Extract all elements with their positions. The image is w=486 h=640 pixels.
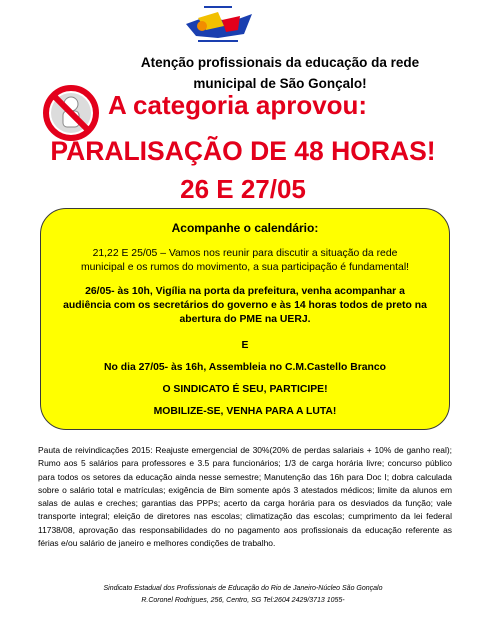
top-heading-line1: Atenção profissionais da educação da rede [140, 55, 420, 70]
calendar-connector: E [241, 340, 249, 351]
calendar-item-meetings-l1: 21,22 E 25/05 – Vamos nos reunir para discutir a situação da rede [92, 248, 398, 259]
top-heading [110, 52, 450, 94]
calendar-slogan-participate: O SINDICATO É SEU, PARTICIPE! [162, 384, 328, 395]
claims-paragraph: Pauta de reivindicações 2015: Reajuste emergencial de 30%(20% de perdas salariais + 10% de ganho real); Rumo aos 5 salários para professores e 3.5 para funcionários; 1/3 de carga horária livre; concurso público para todos os setores da educação ainda nesse semestre; Manutenção das 16h para Doc I; dobra calculada sobre o salário total e matrículas; exigência de Bim somente após 3 atestados médicos; limite da alunos em salas de aulas e creches; garantias das PPPs; acerto da carga horária para os desviados da função; vale transporte integral; eleição de diretores nas escolas; climatização das escolas; cumprimento da lei federal 11738/08, aprovação das responsabilidades do no pagamento aos profissionais da educação referente as férias e/ou salário de janeiro e melhores condições de trabalho. [38, 445, 452, 549]
headline-approved: A categoria aprovou: [108, 90, 368, 120]
calendar-slogan-mobilize: MOBILIZE-SE, VENHA PARA A LUTA! [153, 406, 337, 417]
prohibition-icon [42, 84, 100, 142]
calendar-title: Acompanhe o calendário: [171, 221, 319, 235]
sepe-logo [178, 4, 258, 48]
top-heading-line2: municipal de São Gonçalo! [193, 76, 367, 91]
calendar-item-assembly: No dia 27/05- às 16h, Assembleia no C.M.Castello Branco [104, 362, 386, 373]
headline-dates: 26 E 27/05 [180, 174, 306, 204]
footer-union-name: Sindicato Estadual dos Profissionais de Educação do Rio de Janeiro-Núcleo São Gonçalo [103, 585, 383, 592]
calendar-item-meetings-l2: municipal e os rumos do movimento, a sua participação é fundamental! [80, 262, 410, 273]
calendar-item-vigil-l1: 26/05- às 10h, Vigília na porta da prefeitura, venha acompanhar a [85, 286, 405, 297]
footer-address: R.Coronel Rodrigues, 256, Centro, SG Tel:2604 2429/3713 1055- [141, 597, 345, 604]
calendar-box [40, 208, 450, 430]
calendar-item-vigil-l2: audiência com os secretários do governo e às 14 horas todos de preto na [63, 300, 427, 311]
calendar-item-vigil-l3: abertura do PME na UERJ. [179, 314, 311, 325]
headline-strike: PARALISAÇÃO DE 48 HORAS! [50, 136, 436, 166]
